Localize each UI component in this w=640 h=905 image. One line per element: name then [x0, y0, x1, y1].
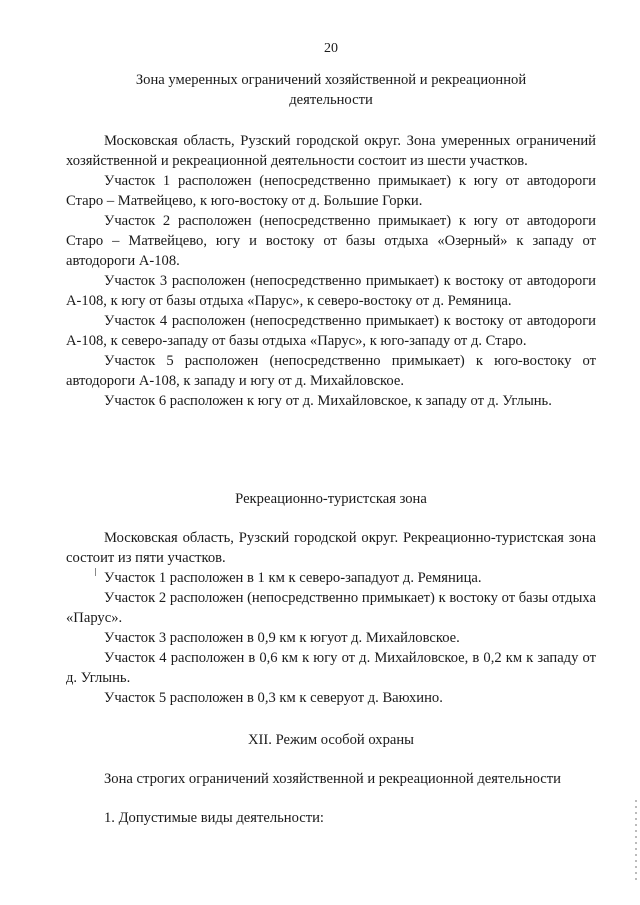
section-recreation-heading	[66, 489, 596, 509]
heading-line-1: Зона умеренных ограничений хозяйственной и рекреационной	[135, 72, 527, 88]
paragraph: Участок 2 расположен (непосредственно примыкает) к востоку от базы отдыха «Парус».	[66, 590, 596, 626]
paragraph: Участок 4 расположен в 0,6 км к югу от д. Михайловское, в 0,2 км к западу от д. Углынь.	[66, 650, 596, 686]
subheading: Зона строгих ограничений хозяйственной и рекреационной деятельности	[104, 771, 561, 787]
paragraph: Участок 6 расположен к югу от д. Михайловское, к западу от д. Углынь.	[104, 393, 552, 409]
section-heading: Рекреационно-туристская зона	[235, 491, 427, 507]
section-special-protection-heading	[66, 730, 596, 750]
paragraph: Участок 3 расположен (непосредственно примыкает) к востоку от автодороги А-108, к югу от базы отдыха «Парус», к северо-востоку от д. Ремяница.	[66, 273, 596, 309]
paragraph: Участок 4 расположен (непосредственно примыкает) к востоку от автодороги А-108, к северо-западу от базы отдыха «Парус», к юго-западу от д. Старо.	[66, 313, 596, 349]
scan-tick-mark	[95, 568, 96, 576]
section-special-protection-subheading	[66, 769, 596, 789]
section-special-protection-item	[66, 808, 596, 828]
section-recreation-body	[66, 528, 596, 708]
section-heading: XII. Режим особой охраны	[248, 732, 414, 748]
paragraph: Московская область, Рузский городской округ. Рекреационно-туристская зона состоит из пяти участков.	[66, 530, 596, 566]
paragraph: Участок 5 расположен в 0,3 км к северуот д. Ваюхино.	[104, 690, 443, 706]
page-number: 20	[324, 41, 338, 56]
paragraph: Участок 1 расположен (непосредственно примыкает) к югу от автодороги Старо – Матвейцево, к юго-востоку от д. Большие Горки.	[66, 173, 596, 209]
paragraph: Участок 5 расположен (непосредственно примыкает) к юго-востоку от автодороги А-108, к западу и югу от д. Михайловское.	[66, 353, 596, 389]
paragraph: Участок 1 расположен в 1 км к северо-западуот д. Ремяница.	[104, 570, 482, 586]
paragraph: Московская область, Рузский городской округ. Зона умеренных ограничений хозяйственной и рекреационной деятельности состоит из шести участков.	[66, 133, 596, 169]
section-moderate-restrictions-body	[66, 131, 596, 411]
paragraph: Участок 3 расположен в 0,9 км к югуот д. Михайловское.	[104, 630, 460, 646]
list-item: 1. Допустимые виды деятельности:	[104, 810, 324, 826]
heading-line-2: деятельности	[289, 92, 373, 108]
paragraph: Участок 2 расположен (непосредственно примыкает) к югу от автодороги Старо – Матвейцево, югу и востоку от базы отдыха «Озерный» к западу от автодороги А-108.	[66, 213, 596, 269]
section-moderate-restrictions-heading	[66, 70, 596, 110]
scan-edge-mark	[635, 800, 637, 880]
